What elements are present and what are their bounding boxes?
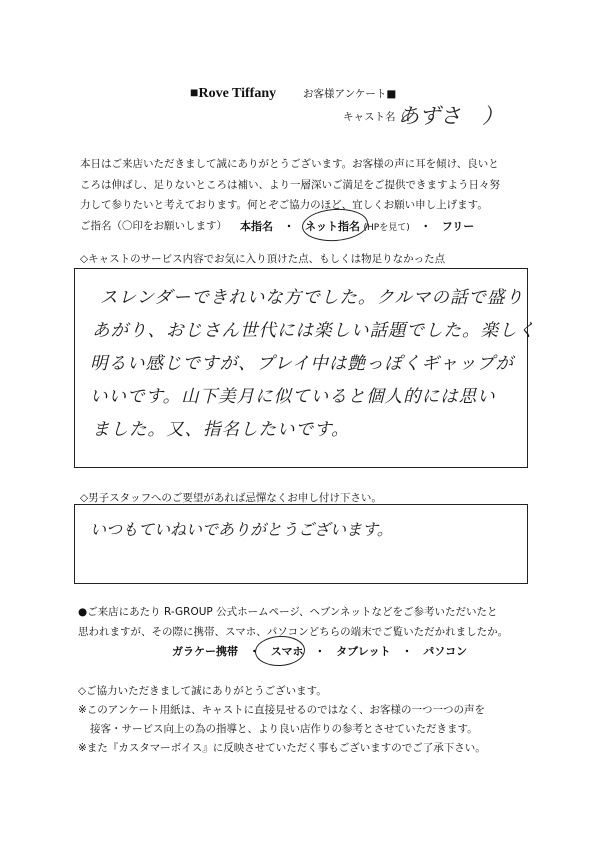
visit-question-line: 思われますが、その際に携帯、スマホ、パソコンどちらの端末でご覧いただかれましたか。 [78, 626, 509, 638]
separator: ・ [314, 645, 326, 658]
nomination-option-free[interactable]: フリー [441, 220, 475, 233]
handwritten-answer-line: ました。又、指名したいです。 [92, 420, 350, 440]
cast-name-handwritten: あずさ ） [398, 104, 503, 128]
intro-line: 力して参りたいと考えております。何とぞご協力のほど、宜しくお願い申し上げます。 [80, 199, 488, 211]
nomination-option-regular[interactable]: 本指名 [240, 220, 273, 233]
cast-name-label: キャスト名（ [343, 111, 406, 123]
device-option-tablet[interactable]: タブレット [336, 645, 391, 658]
separator: ・ [283, 220, 295, 233]
footer-line: 接客・サービス向上の為の指導と、より良い店作りの参考とさせていただきます。 [90, 723, 478, 735]
handwritten-answer-staff: いつもていねいでありがとうございます。 [90, 520, 393, 539]
brand-title: ■Rove Tiffany [190, 86, 277, 101]
selection-circle-mark [254, 635, 306, 668]
footer-notes [78, 682, 548, 758]
separator: ・ [401, 645, 413, 658]
handwritten-answer-line: 明るい感じですが、プレイ中は艶っぽくギャップが [90, 354, 514, 374]
footer-line: ※また『カスタマーボイス』に反映させていただく事もございますのでご了承下さい。 [78, 742, 486, 754]
nomination-option-net[interactable]: ネット指名 [305, 220, 360, 233]
device-option-feature-phone[interactable]: ガラケー携帯 [172, 645, 238, 658]
answer-box-staff-request[interactable] [74, 504, 528, 584]
visit-device-question [78, 602, 538, 642]
handwritten-answer-line: あがり、おじさん世代には楽しい話題でした。楽しく [92, 321, 536, 341]
separator: ・ [420, 220, 432, 233]
separator: ・ [248, 645, 260, 658]
device-option-pc[interactable]: パソコン [423, 645, 468, 658]
footer-line: ◇ご協力いただきまして誠にありがとうございます。 [78, 685, 327, 697]
survey-title: お客様アンケート■ [303, 88, 397, 100]
device-options [172, 643, 467, 659]
nomination-option-note: (HPを見て) [363, 223, 410, 233]
device-option-smartphone[interactable]: スマホ [270, 645, 304, 658]
handwritten-answer-line: いいです。山下美月に似ていると個人的には思い [90, 387, 496, 407]
intro-paragraph [80, 154, 530, 216]
nomination-label: ご指名（〇印をお願いします） [80, 220, 227, 232]
question-staff-request-label: ◇男子スタッフへのご要望があれば忌憚なくお申し付け下さい。 [80, 492, 382, 504]
footer-line: ※このアンケート用紙は、キャストに直接見せるのではなく、お客様の一つ一つの声を [78, 704, 485, 716]
question-cast-service-label: ◇キャストのサービス内容でお気に入り頂けた点、もしくは物足りなかった点 [80, 253, 446, 265]
visit-question-line: ●ご来店にあたり R-GROUP 公式ホームページ、ヘブンネットなどをご参考いただいたと [78, 606, 498, 618]
intro-line: ころは伸ばし、足りないところは補い、より一層深いご満足をご提供できますよう日々努 [80, 178, 500, 191]
handwritten-answer-line: スレンダーできれいな方でした。クルマの話で盛り [100, 288, 524, 308]
intro-line: 本日はご来店いただきまして誠にありがとうございます。お客様の声に耳を傾け、良いと [80, 158, 499, 170]
